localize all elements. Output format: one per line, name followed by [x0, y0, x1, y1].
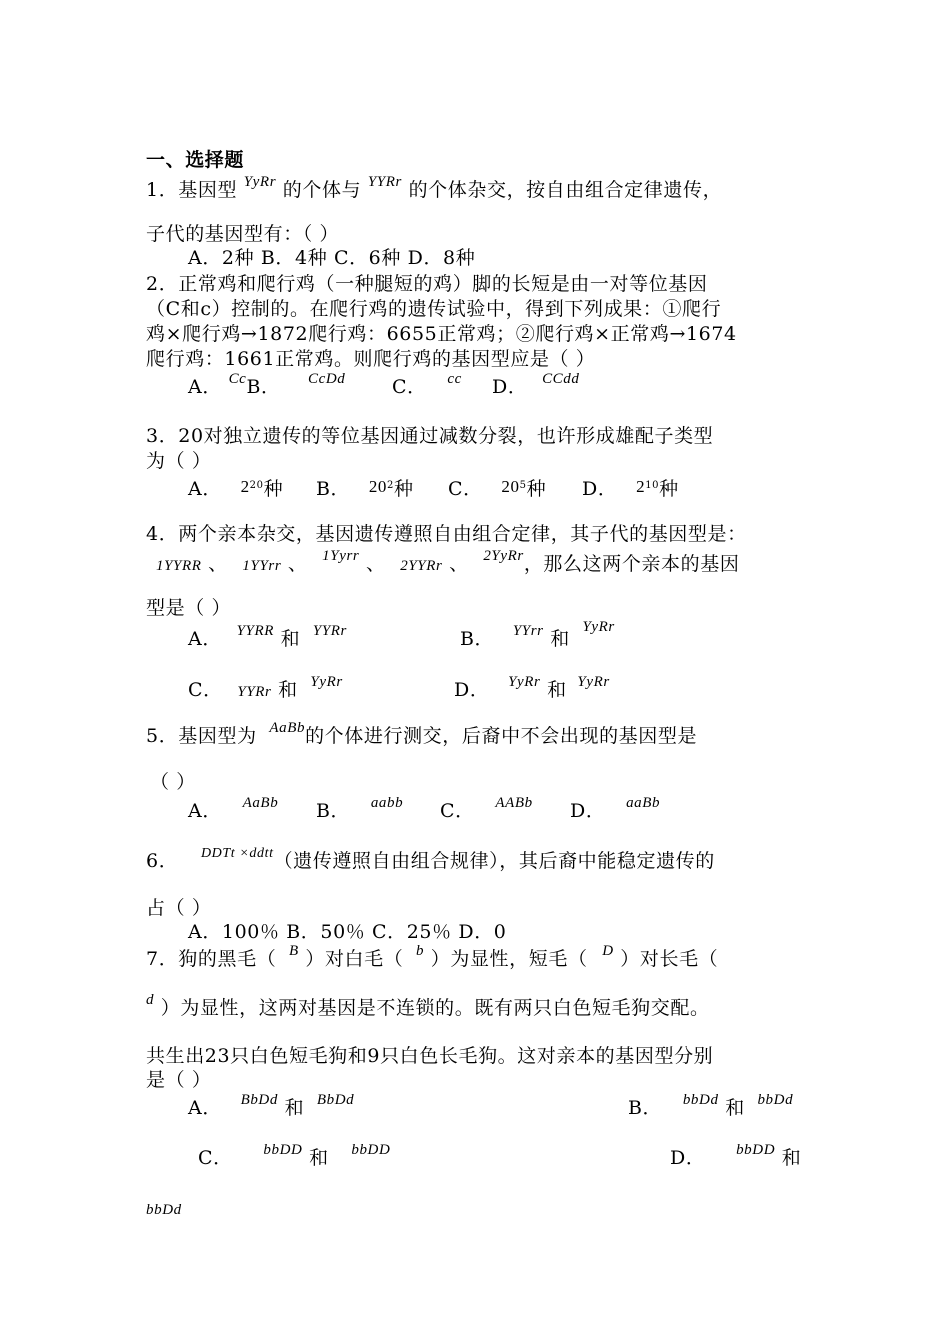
question-2-option-b — [308, 371, 346, 401]
option-genotype: YyRr — [508, 674, 541, 690]
question-6-line-1 — [146, 846, 715, 876]
q7-allele: b — [416, 943, 425, 959]
question-7-line-3: 共生出23只白色短毛狗和9只白色长毛狗。这对亲本的基因型分别 — [146, 1045, 714, 1067]
option-base: 2 — [240, 477, 250, 496]
option-label: A． — [188, 478, 222, 500]
question-4-line-1: 4．两个亲本杂交，基因遗传遵照自由组合定律，其子代的基因型是： — [146, 523, 747, 545]
option-label: A． — [188, 376, 222, 398]
question-4-option-d — [454, 674, 610, 704]
option-exponent: 5 — [519, 480, 527, 491]
q5-text: 5．基因型为 — [146, 725, 257, 747]
option-genotype: CCdd — [542, 371, 580, 387]
question-2-line-4: 爬行鸡：1661正常鸡。则爬行鸡的基因型应是（ ） — [146, 348, 596, 370]
question-3-option-d — [582, 477, 679, 505]
option-genotype: aabb — [370, 795, 404, 811]
question-2-option-c — [392, 371, 462, 401]
option-label: A． — [188, 628, 222, 650]
option-label: D． — [582, 478, 618, 500]
q6-text: （遗传遵照自由组合规律），其后裔中能稳定遗传的 — [273, 850, 715, 872]
q1-text: 的个体杂交，按自由组合定律遗传， — [408, 179, 723, 201]
option-label: D． — [670, 1147, 706, 1169]
conjunction: 和 — [550, 628, 570, 650]
conjunction: 和 — [309, 1147, 329, 1169]
option-genotype: YYRR — [236, 623, 274, 639]
question-2-line-2: （C和c）控制的。在爬行鸡的遗传试验中，得到下列成果：①爬行 — [146, 298, 722, 320]
option-label: C． — [188, 679, 223, 701]
option-genotype: aaBb — [626, 795, 661, 811]
option-genotype: bbDd — [682, 1092, 719, 1108]
option-label: C． — [448, 478, 483, 500]
option-label: B． — [316, 800, 351, 822]
option-genotype: bbDd — [146, 1202, 182, 1218]
option-label: D． — [570, 800, 606, 822]
option-unit: 种 — [526, 478, 547, 500]
option-genotype: YyRr — [582, 619, 615, 635]
option-base: 20 — [501, 477, 520, 496]
q6-number: 6． — [146, 850, 179, 872]
q7-allele: d — [146, 992, 155, 1008]
question-2-option-a — [188, 371, 281, 401]
question-2-line-1: 2．正常鸡和爬行鸡（一种腿短的鸡）脚的长短是由一对等位基因 — [146, 273, 708, 295]
q7-allele: B — [288, 943, 299, 959]
option-base: 20 — [368, 477, 388, 496]
q1-text: 的个体与 — [282, 179, 362, 201]
question-5-line-2: （ ） — [150, 771, 196, 793]
question-6-line-2: 占（ ） — [146, 897, 212, 919]
option-unit: 种 — [659, 478, 679, 500]
option-genotype: Cc — [228, 371, 247, 387]
question-3-option-c — [448, 477, 546, 505]
conjunction: 和 — [781, 1147, 802, 1169]
question-7-option-b — [628, 1092, 794, 1122]
option-label: C． — [198, 1147, 233, 1169]
question-1-line-1 — [146, 174, 723, 204]
q6-cross: DDTt ×ddtt — [200, 846, 274, 861]
conjunction: 和 — [284, 1097, 305, 1119]
question-2-option-d — [492, 371, 580, 401]
option-genotype: YYrr — [512, 623, 544, 639]
option-genotype: YYRr — [312, 623, 347, 639]
q1-genotype-1: YyRr — [243, 174, 277, 190]
option-label: D． — [492, 376, 528, 398]
option-exponent: 10 — [645, 480, 660, 491]
question-5-option-c — [440, 795, 533, 825]
option-genotype: bbDd — [757, 1092, 794, 1108]
option-label: A． — [188, 1097, 222, 1119]
question-5-option-a — [188, 795, 279, 825]
option-genotype: CcDd — [308, 371, 346, 387]
option-unit: 种 — [393, 478, 414, 500]
question-7-option-c — [198, 1142, 391, 1172]
option-label: A． — [188, 800, 222, 822]
question-7-line-1 — [146, 943, 719, 973]
option-genotype: bbDD — [263, 1142, 303, 1158]
question-3-line-1: 3．20对独立遗传的等位基因通过减数分裂，也许形成雄配子类型 — [146, 425, 714, 447]
question-4-option-a — [188, 623, 347, 653]
question-1-line-2: 子代的基因型有：（ ） — [146, 223, 340, 245]
option-label: C． — [440, 800, 475, 822]
separator: 、 — [449, 553, 469, 575]
question-3-line-2: 为（ ） — [146, 450, 212, 472]
option-exponent: 2 — [387, 480, 394, 491]
q4-genotype: 2YyRr — [483, 548, 524, 564]
option-genotype: BbDd — [240, 1092, 278, 1108]
separator: 、 — [365, 553, 386, 575]
question-5-option-b — [316, 795, 404, 825]
question-7-line-4: 是（ ） — [146, 1069, 212, 1091]
q4-genotype: 1YYRR — [156, 558, 202, 574]
question-5-line-1 — [146, 720, 698, 750]
question-7-option-a — [188, 1092, 355, 1122]
q7-text: ）为显性，这两对基因是不连锁的。既有两只白色短毛狗交配。 — [160, 997, 710, 1019]
option-exponent: 20 — [249, 480, 264, 491]
option-base: 2 — [636, 477, 646, 496]
question-3-option-a — [188, 477, 283, 505]
question-6-options: A．100％ B．50％ C．25％ D．0 — [188, 921, 507, 943]
option-genotype: bbDD — [351, 1142, 391, 1158]
option-label: B． — [316, 478, 351, 500]
question-4-line-3: 型是（ ） — [146, 597, 232, 619]
separator: 、 — [208, 553, 228, 575]
q4-genotype: 1Yyrr — [322, 548, 360, 564]
q7-text: 7．狗的黑毛（ — [146, 948, 277, 970]
question-4-option-c — [188, 674, 343, 704]
question-4-line-2 — [156, 548, 740, 578]
conjunction: 和 — [278, 679, 298, 701]
question-3-option-b — [316, 477, 414, 505]
q7-allele: D — [602, 943, 614, 959]
option-genotype: YyRr — [310, 674, 343, 690]
option-label: B． — [628, 1097, 663, 1119]
q4-genotype: 1YYrr — [242, 558, 282, 574]
question-2-line-3: 鸡×爬行鸡→1872爬行鸡：6655正常鸡；②爬行鸡×正常鸡→1674 — [146, 323, 737, 345]
option-unit: 种 — [263, 478, 284, 500]
option-genotype: cc — [447, 371, 462, 387]
option-genotype: AaBb — [242, 795, 279, 811]
q5-genotype: AaBb — [269, 720, 306, 736]
option-genotype: bbDD — [736, 1142, 776, 1158]
option-genotype: YyRr — [577, 674, 610, 690]
question-7-option-d-continued — [146, 1196, 182, 1222]
option-label: B． — [460, 628, 495, 650]
q1-genotype-2: YYRr — [367, 174, 402, 190]
conjunction: 和 — [725, 1097, 745, 1119]
option-genotype: AABb — [495, 795, 533, 811]
q7-text: ）对长毛（ — [620, 948, 719, 970]
question-4-option-b — [460, 619, 615, 653]
separator: 、 — [287, 553, 308, 575]
question-1-options: A．2种 B．4种 C．6种 D．8种 — [188, 247, 476, 269]
q7-text: ）对白毛（ — [305, 948, 404, 970]
option-label: C． — [392, 376, 427, 398]
conjunction: 和 — [280, 628, 301, 650]
option-label: D． — [454, 679, 490, 701]
question-7-line-2 — [146, 992, 710, 1022]
option-label: B． — [246, 376, 281, 398]
q4-text: ，那么这两个亲本的基因 — [523, 553, 740, 575]
q4-genotype: 2YYRr — [400, 558, 443, 574]
option-genotype: BbDd — [316, 1092, 355, 1108]
conjunction: 和 — [547, 679, 567, 701]
q7-text: ）为显性，短毛（ — [430, 948, 588, 970]
q1-text: 1．基因型 — [146, 179, 238, 201]
section-title: 一、选择题 — [146, 149, 245, 171]
question-7-option-d — [670, 1142, 802, 1172]
question-5-option-d — [570, 795, 661, 825]
option-genotype: YYRr — [237, 684, 272, 700]
q5-text: 的个体进行测交，后裔中不会出现的基因型是 — [305, 725, 698, 747]
